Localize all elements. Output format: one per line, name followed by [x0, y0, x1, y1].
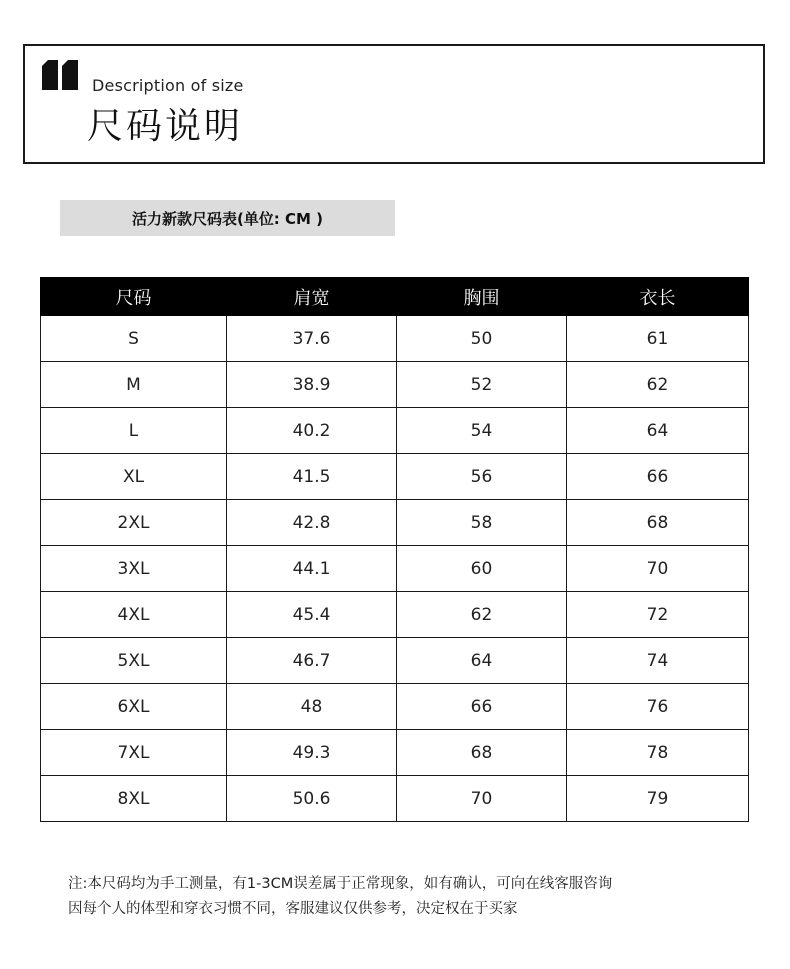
cell-size: 7XL	[41, 730, 227, 776]
cell-size: L	[41, 408, 227, 454]
table-row	[41, 684, 749, 730]
cell-shoulder: 46.7	[227, 638, 397, 684]
table-row	[41, 638, 749, 684]
cell-size: S	[41, 316, 227, 362]
cell-length: 70	[567, 546, 749, 592]
cell-chest: 68	[397, 730, 567, 776]
column-header-size: 尺码	[41, 278, 227, 316]
size-table	[40, 277, 749, 822]
cell-chest: 64	[397, 638, 567, 684]
cell-shoulder: 50.6	[227, 776, 397, 822]
header-box	[23, 44, 765, 164]
table-row	[41, 546, 749, 592]
cell-chest: 60	[397, 546, 567, 592]
cell-shoulder: 37.6	[227, 316, 397, 362]
table-row	[41, 454, 749, 500]
table-body	[41, 316, 749, 822]
cell-chest: 66	[397, 684, 567, 730]
cell-chest: 58	[397, 500, 567, 546]
cell-length: 62	[567, 362, 749, 408]
cell-length: 68	[567, 500, 749, 546]
table-row	[41, 316, 749, 362]
cell-length: 76	[567, 684, 749, 730]
header-subtitle: Description of size	[92, 76, 244, 95]
table-row	[41, 730, 749, 776]
cell-length: 79	[567, 776, 749, 822]
cell-shoulder: 49.3	[227, 730, 397, 776]
footnote-line-1: 注:本尺码均为手工测量，有1-3CM误差属于正常现象，如有确认，可向在线客服咨询	[68, 876, 613, 892]
cell-size: 8XL	[41, 776, 227, 822]
cell-size: M	[41, 362, 227, 408]
table-header-row	[41, 278, 749, 316]
page-title: 尺码说明	[87, 106, 244, 147]
table-row	[41, 500, 749, 546]
cell-length: 66	[567, 454, 749, 500]
table-caption: 活力新款尺码表(单位: CM )	[60, 200, 395, 236]
cell-size: 4XL	[41, 592, 227, 638]
cell-chest: 52	[397, 362, 567, 408]
cell-size: 6XL	[41, 684, 227, 730]
cell-shoulder: 44.1	[227, 546, 397, 592]
cell-size: 5XL	[41, 638, 227, 684]
cell-length: 74	[567, 638, 749, 684]
column-header-chest: 胸围	[397, 278, 567, 316]
cell-length: 64	[567, 408, 749, 454]
table-row	[41, 362, 749, 408]
cell-shoulder: 40.2	[227, 408, 397, 454]
footnote-line-2: 因每个人的体型和穿衣习惯不同，客服建议仅供参考，决定权在于买家	[68, 901, 518, 917]
cell-chest: 70	[397, 776, 567, 822]
quote-mark-icon	[40, 60, 80, 92]
table-row	[41, 592, 749, 638]
cell-chest: 54	[397, 408, 567, 454]
column-header-length: 衣长	[567, 278, 749, 316]
cell-length: 78	[567, 730, 749, 776]
column-header-shoulder: 肩宽	[227, 278, 397, 316]
cell-shoulder: 45.4	[227, 592, 397, 638]
table-row	[41, 408, 749, 454]
cell-length: 61	[567, 316, 749, 362]
cell-size: XL	[41, 454, 227, 500]
cell-chest: 50	[397, 316, 567, 362]
footnote	[68, 872, 768, 922]
cell-length: 72	[567, 592, 749, 638]
cell-shoulder: 41.5	[227, 454, 397, 500]
cell-shoulder: 48	[227, 684, 397, 730]
cell-size: 2XL	[41, 500, 227, 546]
table-row	[41, 776, 749, 822]
cell-chest: 56	[397, 454, 567, 500]
cell-shoulder: 38.9	[227, 362, 397, 408]
cell-shoulder: 42.8	[227, 500, 397, 546]
cell-size: 3XL	[41, 546, 227, 592]
cell-chest: 62	[397, 592, 567, 638]
